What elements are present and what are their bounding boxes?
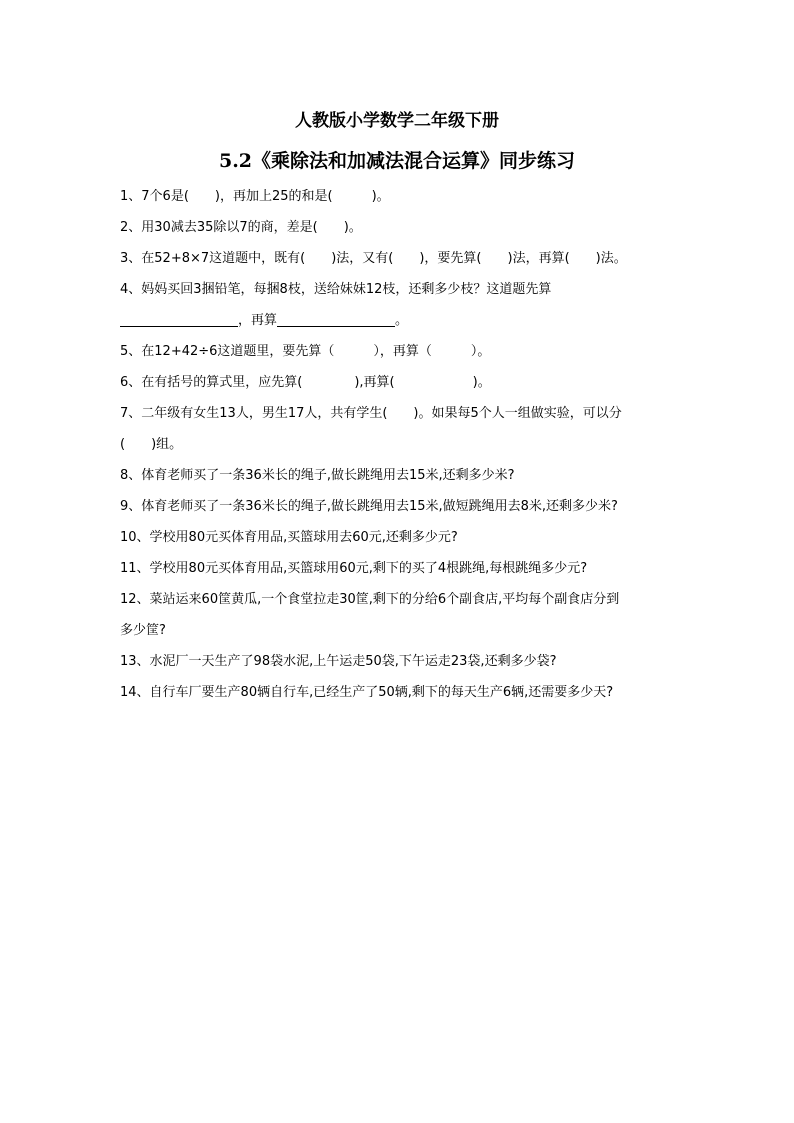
question-6: 6、在有括号的算式里，应先算( ),再算( )。 bbox=[120, 375, 491, 390]
question-7: 7、二年级有女生13人，男生17人，共有学生( )。如果每5个人一组做实验，可以分 bbox=[120, 406, 622, 421]
question-12-continuation: 多少筐? bbox=[120, 623, 166, 638]
question-10: 10、学校用80元买体育用品,买篮球用去60元,还剩多少元? bbox=[120, 530, 458, 545]
question-4-continuation bbox=[120, 310, 680, 341]
blank-connector-text: ，再算 bbox=[238, 313, 278, 328]
question-1: 1、7个6是( )，再加上25的和是( )。 bbox=[120, 189, 390, 204]
page-title: 人教版小学数学二年级下册 bbox=[295, 111, 499, 131]
question-8: 8、体育老师买了一条36米长的绳子,做长跳绳用去15米,还剩多少米? bbox=[120, 468, 515, 483]
question-14: 14、自行车厂要生产80辆自行车,已经生产了50辆,剩下的每天生产6辆,还需要多少天? bbox=[120, 685, 614, 700]
question-13: 13、水泥厂一天生产了98袋水泥,上午运走50袋,下午运走23袋,还剩多少袋? bbox=[120, 654, 557, 669]
question-3: 3、在52+8×7这道题中，既有( )法，又有( )，要先算( )法，再算( )法。 bbox=[120, 251, 627, 266]
answer-blank bbox=[120, 310, 238, 327]
question-list bbox=[120, 186, 680, 713]
blank-end-text: 。 bbox=[395, 313, 409, 328]
question-2: 2、用30减去35除以7的商，差是( )。 bbox=[120, 220, 362, 235]
question-7-continuation: ( )组。 bbox=[120, 437, 183, 452]
question-5: 5、在12+42÷6这道题里，要先算（ ），再算（ ）。 bbox=[120, 344, 491, 359]
question-4: 4、妈妈买回3捆铅笔，每捆8枝，送给妹妹12枝，还剩多少枝？这道题先算 bbox=[120, 282, 552, 297]
question-9: 9、体育老师买了一条36米长的绳子,做长跳绳用去15米,做短跳绳用去8米,还剩多少米? bbox=[120, 499, 618, 514]
page-subtitle: 5.2《乘除法和加减法混合运算》同步练习 bbox=[218, 150, 576, 172]
question-12: 12、菜站运来60筐黄瓜,一个食堂拉走30筐,剩下的分给6个副食店,平均每个副食店分到 bbox=[120, 592, 620, 607]
question-11: 11、学校用80元买体育用品,买篮球用60元,剩下的买了4根跳绳,每根跳绳多少元? bbox=[120, 561, 588, 576]
answer-blank bbox=[277, 310, 395, 327]
